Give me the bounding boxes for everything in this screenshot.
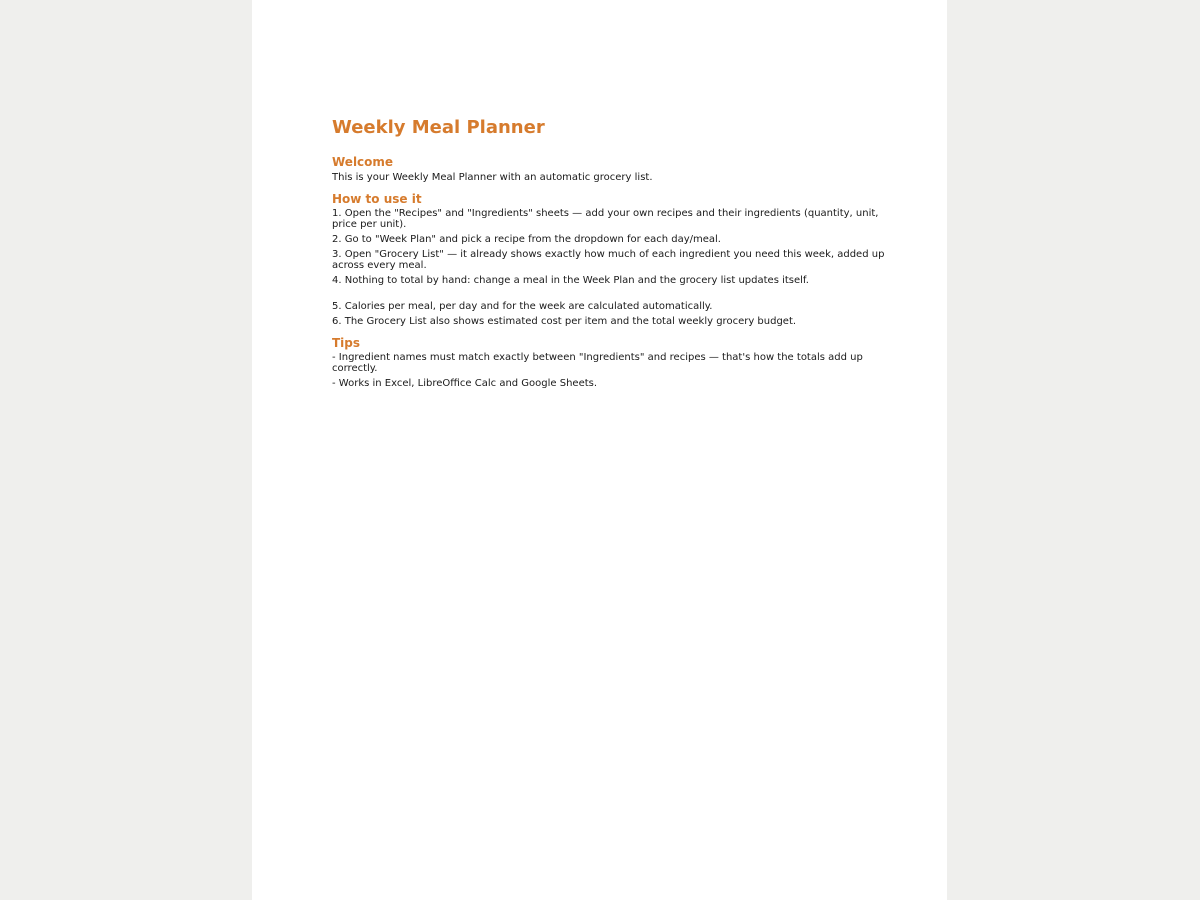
step-2: 2. Go to "Week Plan" and pick a recipe from the dropdown for each day/meal. [332, 234, 721, 245]
tip-2: - Works in Excel, LibreOffice Calc and Google Sheets. [332, 378, 598, 389]
step-1: 1. Open the "Recipes" and "Ingredients" sheets — add your own recipes and their ingredients (quantity, unit, price per unit). [332, 208, 879, 230]
welcome-heading: Welcome [332, 155, 394, 169]
step-5: 5. Calories per meal, per day and for the week are calculated automatically. [332, 301, 713, 312]
tips-list [332, 352, 887, 389]
welcome-text: This is your Weekly Meal Planner with an automatic grocery list. [332, 172, 653, 183]
document-title: Weekly Meal Planner [332, 117, 545, 138]
step-3: 3. Open "Grocery List" — it already shows exactly how much of each ingredient you need this week, added up across every meal. [332, 249, 885, 271]
tips-heading: Tips [332, 336, 361, 350]
step-6: 6. The Grocery List also shows estimated cost per item and the total weekly grocery budget. [332, 316, 797, 327]
document-page [252, 0, 947, 900]
tip-1: - Ingredient names must match exactly between "Ingredients" and recipes — that's how the totals add up correctly. [332, 352, 863, 374]
step-4: 4. Nothing to total by hand: change a meal in the Week Plan and the grocery list updates itself. [332, 275, 809, 286]
document-content [332, 117, 887, 389]
how-to-heading: How to use it [332, 192, 422, 206]
how-to-steps [332, 208, 887, 327]
